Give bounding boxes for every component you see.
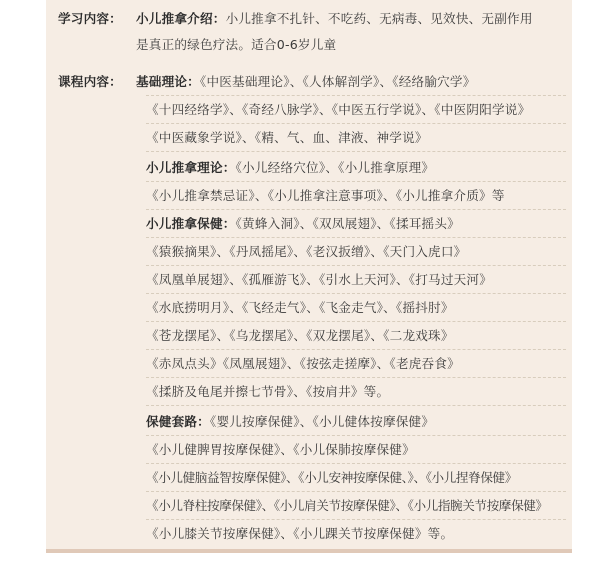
divider [146,463,566,464]
divider [146,209,566,210]
divider [146,151,566,152]
basic-title: 基础理论： [136,74,200,89]
divider [146,95,566,96]
sets-title: 保健套路： [146,414,210,429]
divider [146,349,566,350]
theory-line-1: 《小儿经络穴位》、《小儿推拿原理》 [235,160,435,175]
course-label: 课程内容： [58,74,122,89]
basic-line-1: 《中医基础理论》、《人体解剖学》、《经络腧穴学》 [199,74,476,89]
care-title: 小儿推拿保健： [146,216,236,231]
divider [146,265,566,266]
care-line-5: 《苍龙摆尾》、《乌龙摆尾》、《双龙摆尾》、《二龙戏珠》 [146,328,454,343]
theory-line-2: 《小儿推拿禁忌证》、《小儿推拿注意事项》、《小儿推拿介质》等 [146,188,505,203]
care-line-6: 《赤凤点头》《凤凰展翅》、《按弦走搓摩》、《老虎吞食》 [146,356,460,371]
divider [146,237,566,238]
sets-row [146,413,434,431]
divider [146,405,566,406]
care-line-7: 《揉脐及龟尾并擦七节骨》、《按肩井》等。 [146,384,390,399]
sets-line-1: 《婴儿按摩保健》、《小儿健体按摩保健》 [209,414,435,429]
divider [146,321,566,322]
divider [146,181,566,182]
sets-line-4: 《小儿脊柱按摩保健》、《小儿肩关节按摩保健》、《小儿指腕关节按摩保健》 [146,498,548,513]
divider [146,435,566,436]
basic-row [136,73,476,91]
sets-line-2: 《小儿健脾胃按摩保健》、《小儿保肺按摩保健》 [146,442,415,457]
basic-line-3: 《中医藏象学说》、《精、气、血、津液、神学说》 [146,130,428,145]
divider [146,519,566,520]
care-line-4: 《水底捞明月》、《飞经走气》、《飞金走气》、《摇抖肘》 [146,300,454,315]
divider [146,293,566,294]
basic-line-2: 《十四经络学》、《奇经八脉学》、《中医五行学说》、《中医阴阳学说》 [146,102,531,117]
divider [146,491,566,492]
divider [146,123,566,124]
intro-row [136,10,533,28]
divider [146,377,566,378]
study-label: 学习内容： [58,11,122,26]
sets-line-5: 《小儿膝关节按摩保健》、《小儿踝关节按摩保健》等。 [146,526,454,541]
intro-title: 小儿推拿介绍： [136,11,226,26]
care-line-1: 《黄蜂入洞》、《双凤展翅》、《揉耳摇头》 [235,216,460,231]
care-line-3: 《凤凰单展翅》、《孤雁游飞》、《引水上天河》、《打马过天河》 [146,272,493,287]
care-row [146,215,460,233]
sets-line-3: 《小儿健脑益智按摩保健》、《小儿安神按摩保健、》、《小儿捏脊保健》 [146,470,517,485]
care-line-2: 《猿猴摘果》、《丹凤摇尾》、《老汉扳缯》、《天门入虎口》 [146,244,467,259]
theory-title: 小儿推拿理论： [146,160,236,175]
theory-row [146,159,434,177]
intro-text-1: 小儿推拿不扎针、不吃药、无病毒、见效快、无副作用 [225,11,533,26]
intro-text-2: 是真正的绿色疗法。适合0-6岁儿童 [136,37,337,52]
